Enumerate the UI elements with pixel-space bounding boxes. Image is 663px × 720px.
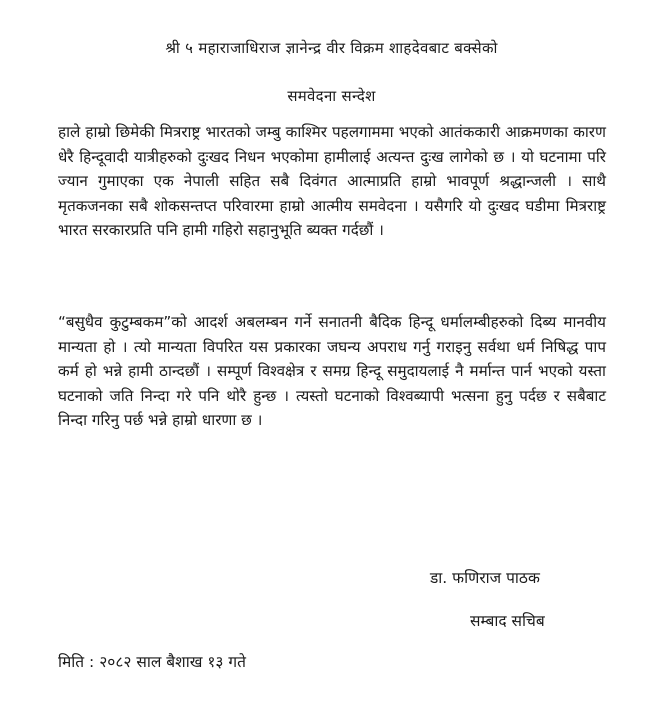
date-line: मिति : २०८२ साल बैशाख १३ गते xyxy=(58,653,246,671)
header-line: श्री ५ महाराजाधिराज ज्ञानेन्द्र वीर विक्रम शाहदेवबाट बक्सेको xyxy=(165,39,498,57)
body-paragraph-2: “बसुधैव कुटुम्बकम”को आदर्श अबलम्बन गर्ने सनातनी बैदिक हिन्दू धर्मालम्बीहरुको दिब्य मानवीय मान्यता हो । त्यो मान्यता विपरित यस प्रकारका जघन्य अपराध गर्नु गराइनु सर्वथा धर्म निषिद्ध पाप कर्म हो भन्ने हामी ठान्दछौं । सम्पूर्ण विश्वक्षेत्र र समग्र हिन्दू समुदायलाई नै मर्मान्त पार्न भएको यस्ता घटनाको जति निन्दा गरे पनि थोरै हुन्छ । त्यस्तो घटनाको विश्वब्यापी भत्सना हुनु पर्दछ र सबैबाट निन्दा गरिनु पर्छ भन्ने हाम्रो धारणा छ । xyxy=(58,313,606,430)
document-title: समवेदना सन्देश xyxy=(287,87,376,105)
signatory-title: सम्बाद सचिब xyxy=(470,612,545,630)
signatory-name: डा. फणिराज पाठक xyxy=(430,569,540,587)
body-paragraph-1: हाले हाम्रो छिमेकी मित्रराष्ट्र भारतको जम्बु काश्मिर पहलगाममा भएको आतंककारी आक्रमणका कारण धेरै हिन्दूवादी यात्रीहरुको दुःखद निधन भएकोमा हामीलाई अत्यन्त दुःख लागेको छ । यो घटनामा परि ज्यान गुमाएका एक नेपाली सहित सबै दिवंगत आत्माप्रति हाम्रो भावपूर्ण श्रद्धान्जली । साथै मृतकजनका सबै शोकसन्तप्त परिवारमा हाम्रो आत्मीय समवेदना । यसैगरि यो दुःखद घडीमा मित्रराष्ट्र भारत सरकारप्रति पनि हामी गहिरो सहानुभूति ब्यक्त गर्दछौं । xyxy=(58,123,606,240)
